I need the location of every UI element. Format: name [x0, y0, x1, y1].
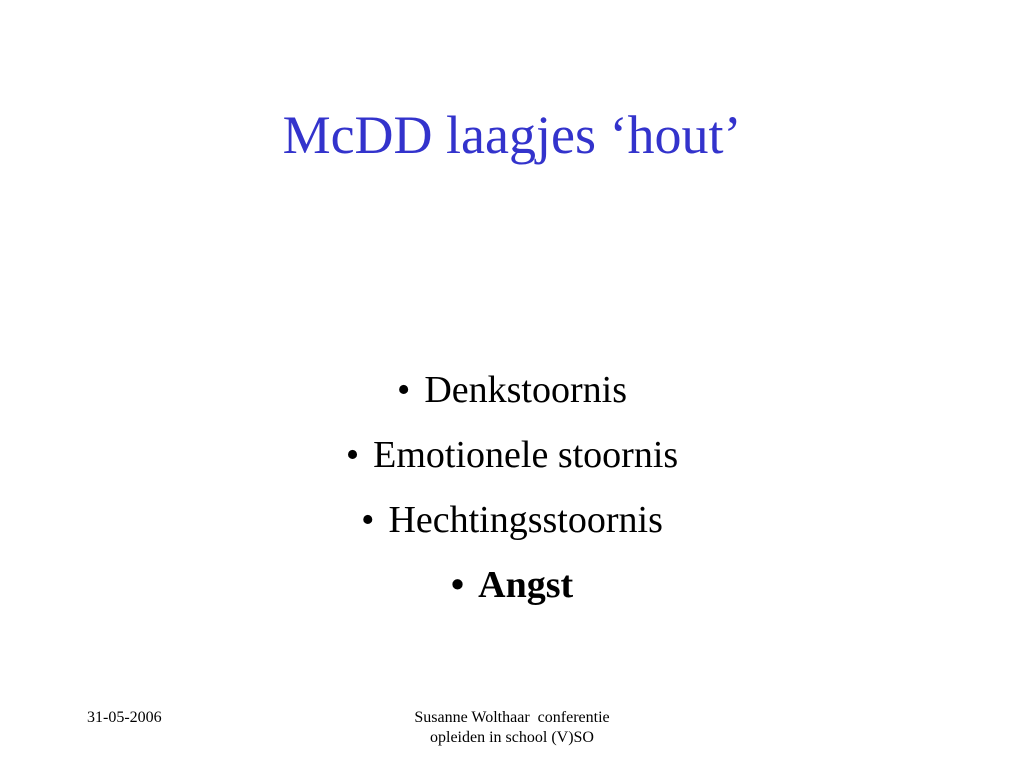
bullet-icon: •	[397, 369, 411, 411]
bullet-item	[0, 488, 1024, 553]
bullet-text: Angst	[478, 564, 574, 606]
footer-line-1: Susanne Wolthaar conferentie	[414, 709, 610, 726]
bullet-icon: •	[361, 499, 375, 541]
footer-line-2: opleiden in school (V)SO	[430, 729, 594, 746]
bullet-item	[0, 553, 1024, 618]
bullet-text: Hechtingsstoornis	[388, 499, 663, 541]
bullet-text: Emotionele stoornis	[373, 434, 679, 476]
bullet-icon: •	[450, 564, 465, 606]
bullet-text: Denkstoornis	[424, 369, 627, 411]
slide-title: McDD laagjes ‘hout’	[282, 105, 742, 165]
bullet-item	[0, 423, 1024, 488]
bullet-icon: •	[345, 434, 360, 476]
bullet-item	[0, 358, 1024, 423]
footer-author	[362, 708, 662, 748]
footer-date: 31-05-2006	[87, 709, 162, 726]
bullet-list	[0, 358, 1024, 618]
